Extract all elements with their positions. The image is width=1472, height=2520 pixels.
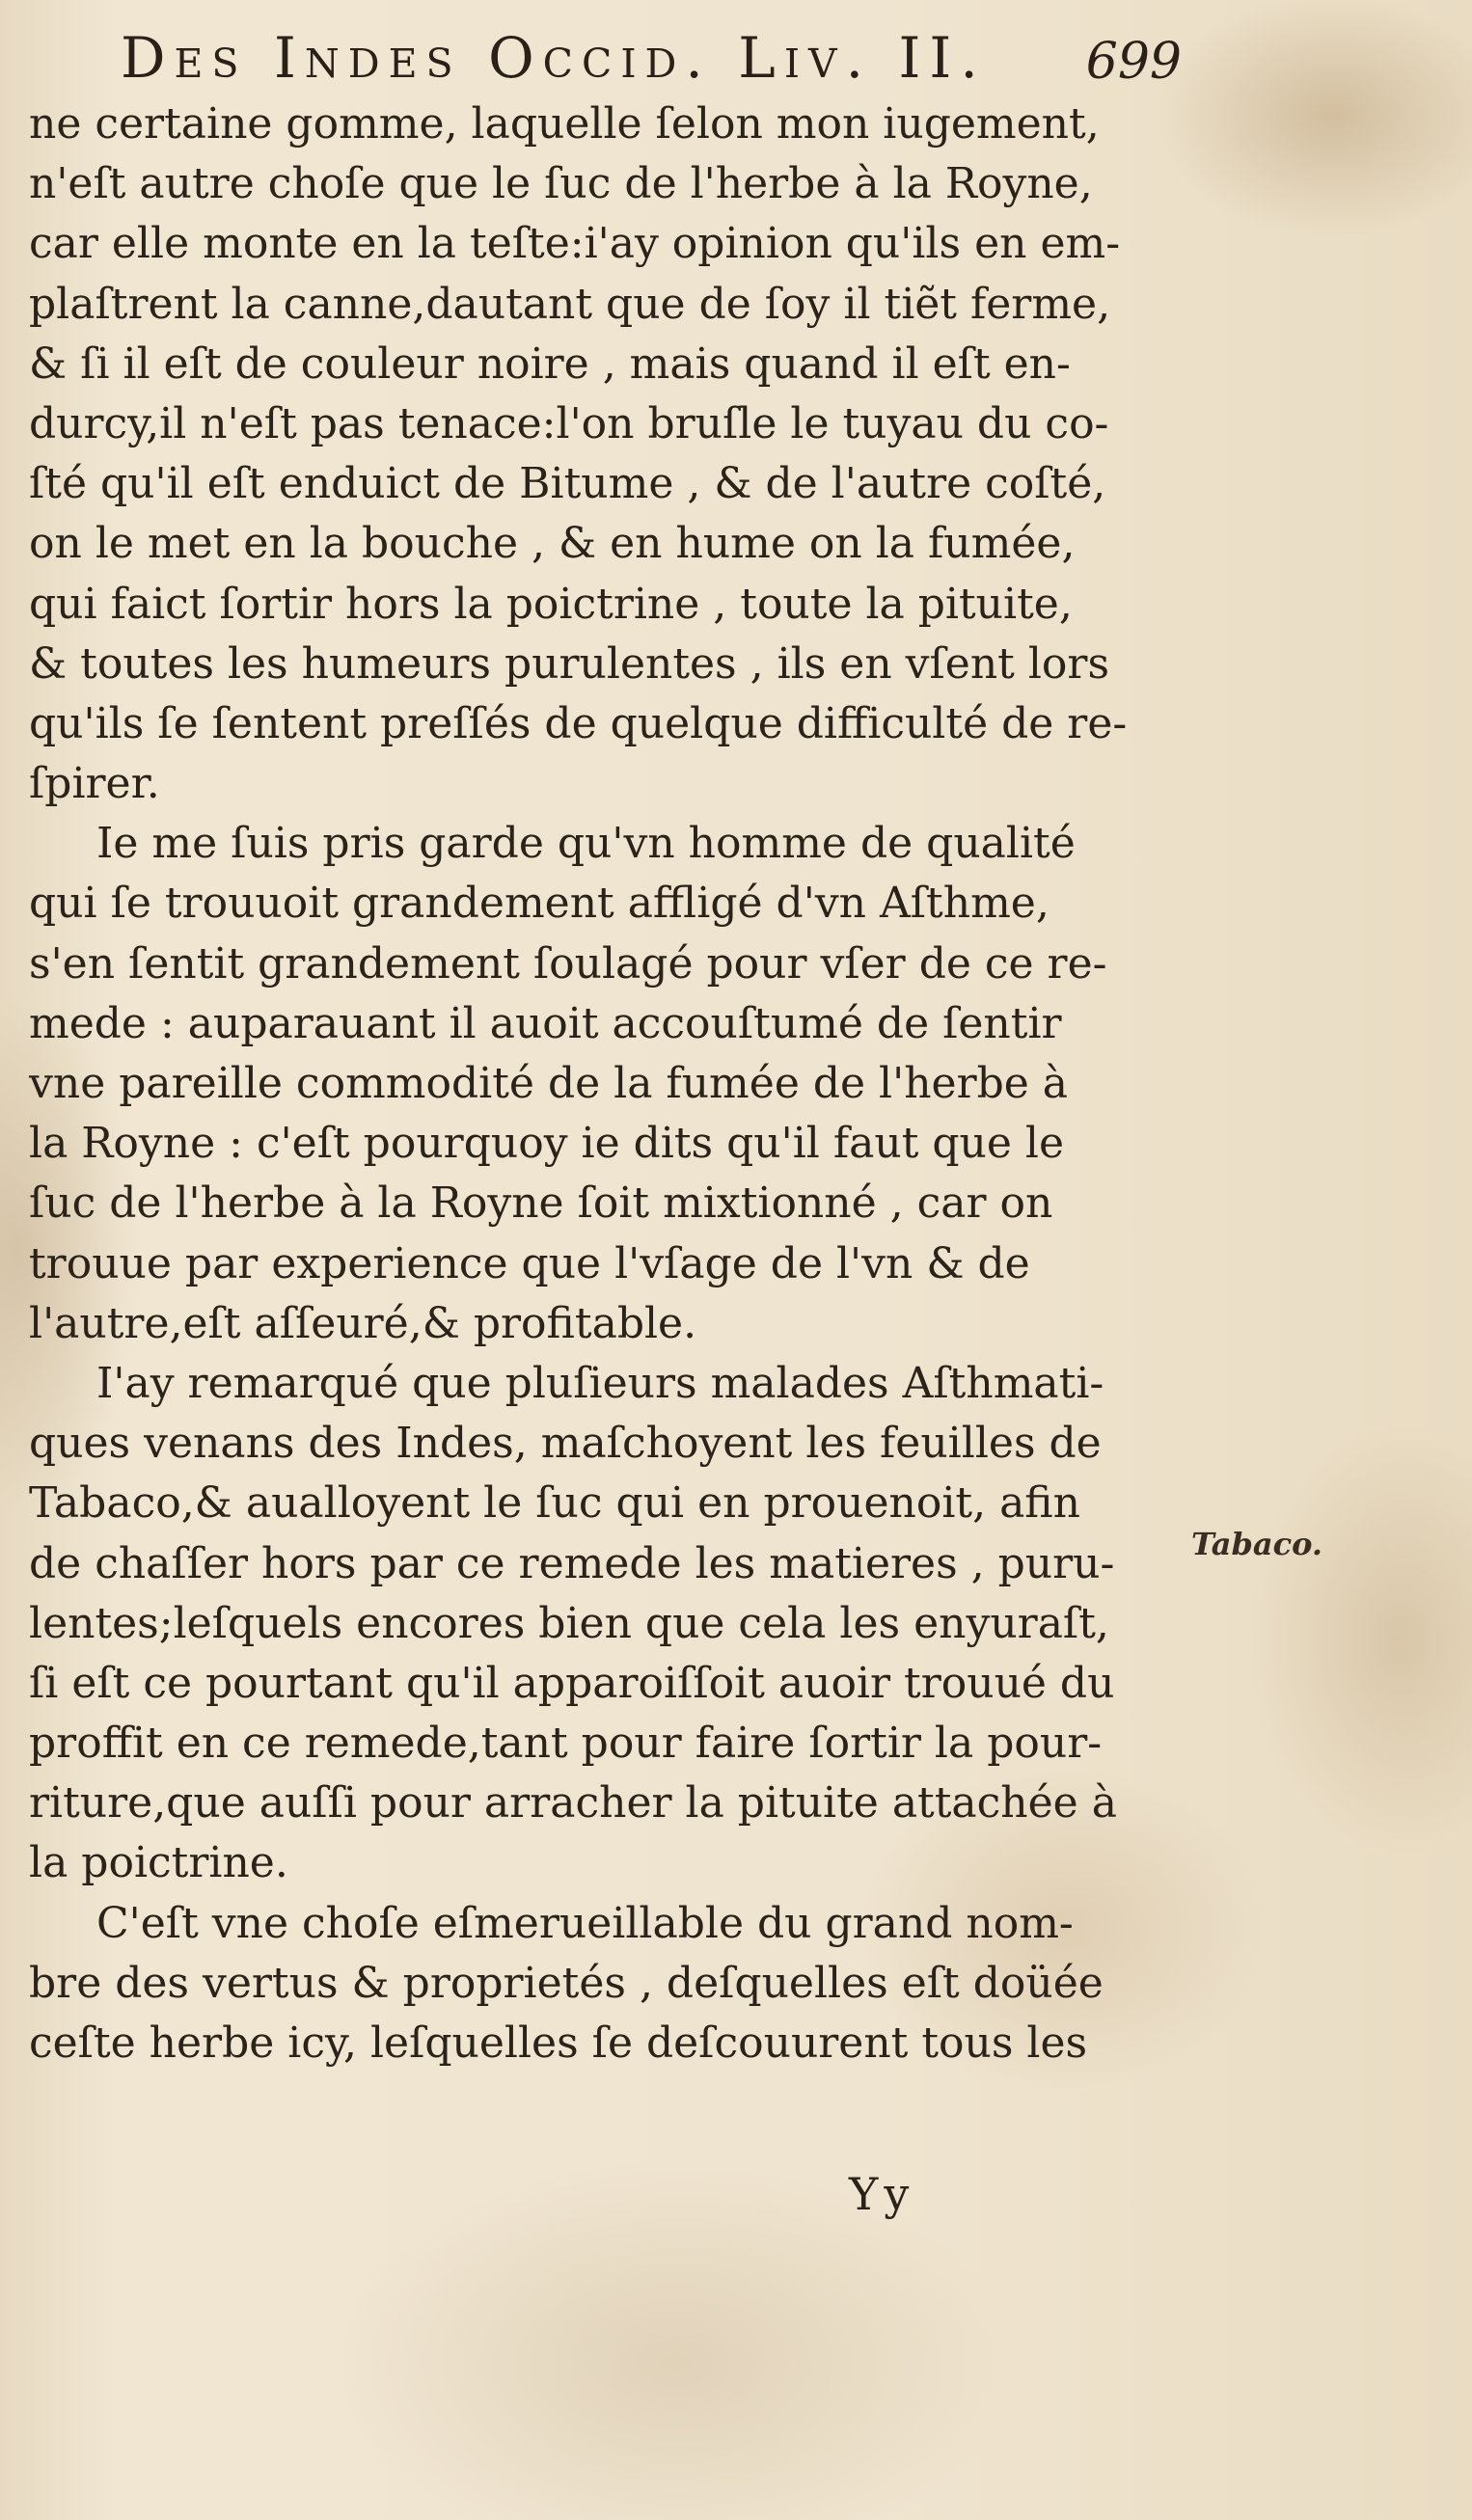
text-line: qu'ils ſe ſentent preſſés de quelque difficulté de re- (29, 698, 1128, 748)
text-line: lentes;leſquels encores bien que cela les enyuraſt, (29, 1598, 1109, 1648)
text-line: ques venans des Indes, maſchoyent les feuilles de (29, 1419, 1102, 1469)
text-line: ſuc de l'herbe à la Royne ſoit mixtionné , car on (29, 1179, 1053, 1229)
text-line: qui ſe trouuoit grandement affligé d'vn Aſthme, (29, 879, 1049, 929)
text-line: qui faict ſortir hors la poictrine , toute la pituite, (29, 579, 1073, 629)
text-line: & ſi il eſt de couleur noire , mais quand il eſt en- (29, 339, 1071, 389)
text-line: la Royne : c'eſt pourquoy ie dits qu'il faut que le (29, 1119, 1065, 1169)
running-head (121, 17, 1182, 95)
text-line: car elle monte en la teſte:i'ay opinion qu'ils en em- (29, 219, 1121, 269)
text-line: durcy,il n'eſt pas tenace:l'on bruſle le tuyau du co- (29, 398, 1109, 448)
text-line: de chaſſer hors par ce remede les matieres , puru- (29, 1538, 1115, 1588)
text-line: ſpirer. (29, 759, 160, 809)
text-line: bre des vertus & proprietés , deſquelles eſt doüée (29, 1958, 1104, 2008)
text-line: Tabaco,& aualloyent le ſuc qui en prouenoit, afin (29, 1478, 1080, 1529)
text-line: n'eſt autre choſe que le ſuc de l'herbe à la Royne, (29, 159, 1093, 209)
paragraph-start-line: C'eſt vne choſe eſmerueillable du grand nom- (96, 1898, 1074, 1948)
text-line: riture,que auſſi pour arracher la pituite attachée à (29, 1778, 1117, 1829)
text-line: trouue par experience que l'vſage de l'vn & de (29, 1238, 1030, 1288)
text-line: proffit en ce remede,tant pour faire ſortir la pour- (29, 1719, 1103, 1769)
body-text (29, 95, 1177, 2073)
text-line: vne pareille commodité de la fumée de l'herbe à (29, 1059, 1069, 1108)
text-line: l'autre,eſt aſſeuré,& profitable. (29, 1298, 697, 1348)
paragraph-start-line: I'ay remarqué que pluſieurs malades Aſthmati- (96, 1358, 1104, 1408)
margin-note: Tabaco. (1191, 1526, 1322, 1562)
paragraph-start-line: Ie me ſuis pris garde qu'vn homme de qualité (96, 819, 1076, 869)
text-line: ſi eſt ce pourtant qu'il apparoiſſoit auoir trouué du (29, 1658, 1115, 1708)
text-line: ne certaine gomme, laquelle ſelon mon iugement, (29, 99, 1100, 149)
text-line: la poictrine. (29, 1838, 288, 1888)
text-line: ſté qu'il eſt enduict de Bitume , & de l'autre coſté, (29, 459, 1106, 509)
text-line: & toutes les humeurs purulentes , ils en vſent lors (29, 638, 1110, 689)
text-line: s'en ſentit grandement ſoulagé pour vſer de ce re- (29, 938, 1107, 989)
text-line: ceſte herbe icy, leſquelles ſe deſcouurent tous les (29, 2019, 1088, 2068)
text-line: mede : auparauant il auoit accouſtumé de ſentir (29, 998, 1062, 1048)
page-number: 699 (1085, 33, 1182, 91)
running-head-title: Des Indes Occid. Liv. II. (121, 25, 987, 91)
signature-mark: Yy (849, 2168, 915, 2220)
text-line: plaſtrent la canne,dautant que de ſoy il tiẽt ferme, (29, 279, 1111, 329)
text-line: on le met en la bouche , & en hume on la fumée, (29, 519, 1076, 569)
